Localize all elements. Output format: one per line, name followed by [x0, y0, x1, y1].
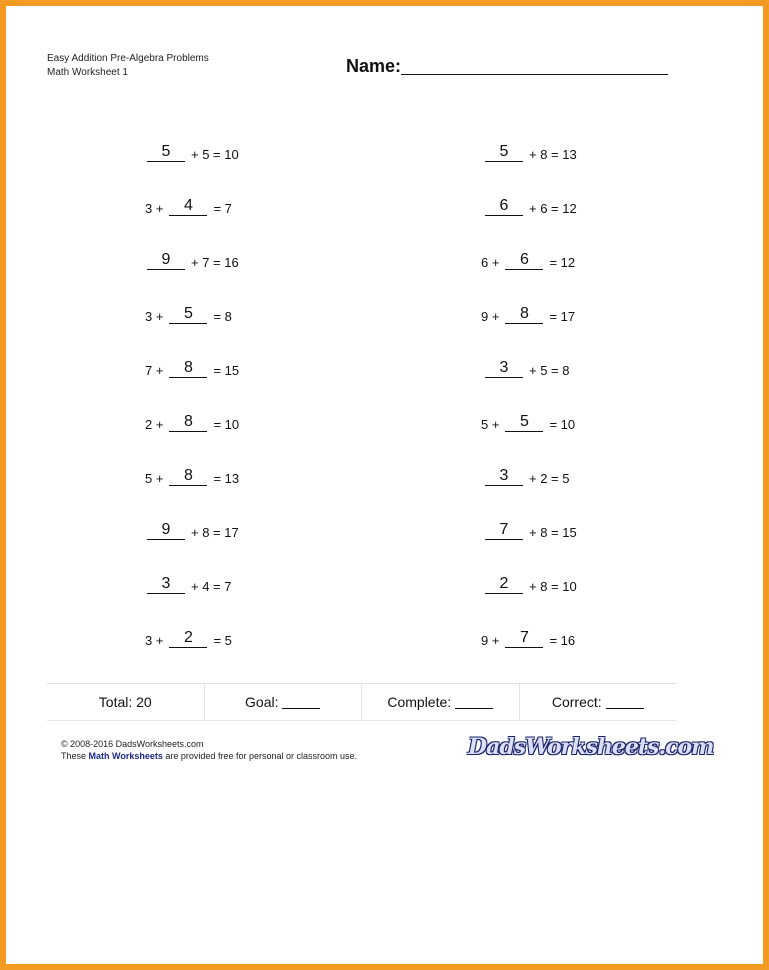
answer-blank[interactable]: 5 — [169, 305, 207, 324]
problem-right-9 — [485, 572, 577, 594]
problem-right-8 — [485, 518, 577, 540]
problem-left-8 — [147, 518, 239, 540]
problem-prefix: 3 + — [145, 201, 164, 216]
problem-left-4 — [145, 302, 232, 324]
problem-suffix: + 4 = 7 — [191, 579, 232, 594]
problem-left-10 — [145, 626, 232, 648]
problem-left-2 — [145, 194, 232, 216]
usage-pre: These — [61, 751, 87, 761]
total-label: Total: 20 — [98, 694, 152, 710]
problem-prefix: 3 + — [145, 309, 164, 324]
goal-field[interactable] — [282, 696, 320, 709]
problem-suffix: + 8 = 15 — [529, 525, 577, 540]
problem-left-7 — [145, 464, 239, 486]
correct-label: Correct: — [551, 694, 602, 710]
answer-blank[interactable]: 7 — [485, 521, 523, 540]
problem-suffix: + 8 = 13 — [529, 147, 577, 162]
answer-blank[interactable]: 4 — [169, 197, 207, 216]
problem-right-10 — [481, 626, 575, 648]
answer-blank[interactable]: 8 — [169, 359, 207, 378]
complete-field[interactable] — [455, 696, 493, 709]
problem-prefix: 9 + — [481, 309, 500, 324]
answer-blank[interactable]: 6 — [505, 251, 543, 270]
answer-blank[interactable]: 3 — [485, 359, 523, 378]
copyright-line: © 2008-2016 DadsWorksheets.com — [61, 739, 204, 749]
problem-suffix: = 10 — [549, 417, 576, 432]
problem-suffix: = 12 — [549, 255, 576, 270]
problem-suffix: = 8 — [213, 309, 232, 324]
problem-left-1 — [147, 140, 239, 162]
problem-right-2 — [485, 194, 577, 216]
worksheet-header — [47, 52, 209, 80]
answer-blank[interactable]: 8 — [169, 467, 207, 486]
problem-prefix: 6 + — [481, 255, 500, 270]
answer-blank[interactable]: 8 — [169, 413, 207, 432]
problem-prefix: 7 + — [145, 363, 164, 378]
answer-blank[interactable]: 2 — [485, 575, 523, 594]
total-cell — [47, 684, 204, 720]
worksheet-title: Easy Addition Pre-Algebra Problems — [47, 53, 209, 64]
problem-right-3 — [481, 248, 575, 270]
problem-left-9 — [147, 572, 231, 594]
problem-right-1 — [485, 140, 577, 162]
usage-line — [61, 750, 357, 762]
problem-prefix: 2 + — [145, 417, 164, 432]
correct-cell — [519, 684, 677, 720]
usage-post: are provided free for personal or classroom use. — [165, 751, 357, 761]
answer-blank[interactable]: 3 — [485, 467, 523, 486]
problem-right-5 — [485, 356, 569, 378]
problem-suffix: + 6 = 12 — [529, 201, 577, 216]
problem-suffix: + 2 = 5 — [529, 471, 570, 486]
problem-suffix: = 5 — [213, 633, 232, 648]
goal-label: Goal: — [245, 694, 279, 710]
answer-blank[interactable]: 5 — [485, 143, 523, 162]
problem-right-7 — [485, 464, 569, 486]
worksheet-subtitle: Math Worksheet 1 — [47, 67, 128, 78]
problem-prefix: 5 + — [481, 417, 500, 432]
problem-left-3 — [147, 248, 239, 270]
correct-field[interactable] — [606, 696, 644, 709]
problem-suffix: + 8 = 10 — [529, 579, 577, 594]
problem-left-5 — [145, 356, 239, 378]
name-label: Name: — [346, 56, 402, 76]
answer-blank[interactable]: 7 — [505, 629, 543, 648]
answer-blank[interactable]: 3 — [147, 575, 185, 594]
problem-suffix: = 17 — [549, 309, 576, 324]
answer-blank[interactable]: 9 — [147, 521, 185, 540]
complete-label: Complete: — [387, 694, 452, 710]
answer-blank[interactable]: 5 — [147, 143, 185, 162]
problem-suffix: + 7 = 16 — [191, 255, 239, 270]
problem-prefix: 3 + — [145, 633, 164, 648]
answer-blank[interactable]: 9 — [147, 251, 185, 270]
problem-suffix: = 7 — [213, 201, 232, 216]
answer-blank[interactable]: 2 — [169, 629, 207, 648]
complete-cell — [361, 684, 519, 720]
math-worksheets-link[interactable]: Math Worksheets — [88, 751, 163, 761]
score-table — [47, 683, 676, 721]
goal-cell — [204, 684, 362, 720]
problem-suffix: = 13 — [213, 471, 240, 486]
problem-suffix: + 5 = 10 — [191, 147, 239, 162]
name-field[interactable] — [401, 74, 668, 75]
problem-prefix: 5 + — [145, 471, 164, 486]
problem-suffix: = 10 — [213, 417, 240, 432]
problem-prefix: 9 + — [481, 633, 500, 648]
problem-suffix: = 16 — [549, 633, 576, 648]
problem-right-4 — [481, 302, 575, 324]
answer-blank[interactable]: 5 — [505, 413, 543, 432]
answer-blank[interactable]: 6 — [485, 197, 523, 216]
problem-left-6 — [145, 410, 239, 432]
problem-right-6 — [481, 410, 575, 432]
problem-suffix: + 5 = 8 — [529, 363, 570, 378]
dadsworksheets-logo[interactable]: DadsWorksheets.com — [468, 734, 714, 760]
problem-suffix: + 8 = 17 — [191, 525, 239, 540]
problem-suffix: = 15 — [213, 363, 240, 378]
answer-blank[interactable]: 8 — [505, 305, 543, 324]
copyright-notice — [61, 738, 357, 762]
